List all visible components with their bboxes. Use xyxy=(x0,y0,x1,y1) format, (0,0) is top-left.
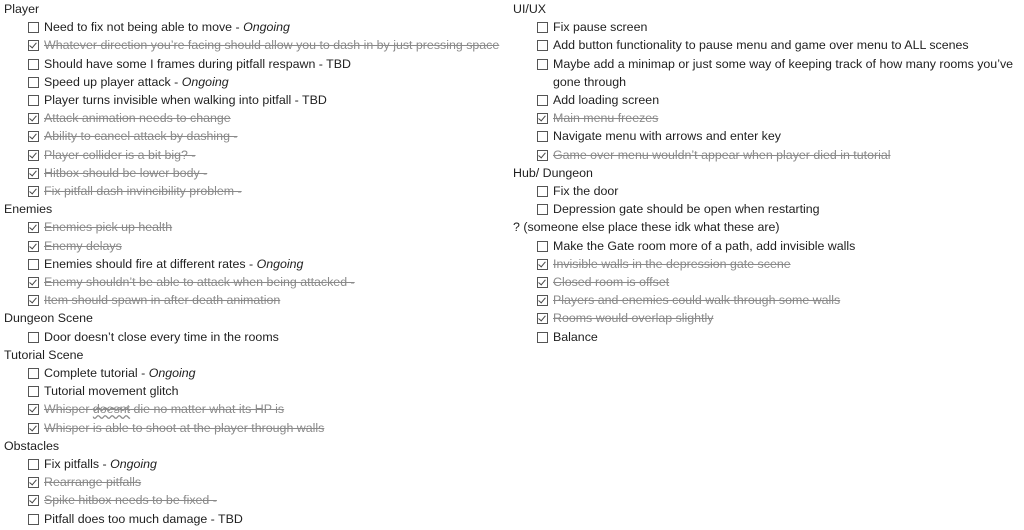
spellcheck-word: doesnt xyxy=(92,402,131,417)
checked-checkbox[interactable] xyxy=(537,150,548,161)
item-text xyxy=(44,129,238,143)
item-label: Rearrange pitfalls xyxy=(44,475,142,490)
item-text xyxy=(44,384,179,398)
unchecked-checkbox[interactable] xyxy=(28,259,39,270)
item-text xyxy=(44,457,157,471)
item-label: Enemies pick up health xyxy=(44,220,173,235)
item-label: Invisible walls in the depression gate scene xyxy=(553,256,791,271)
unchecked-checkbox[interactable] xyxy=(28,332,39,343)
item-label: Attack animation needs to change xyxy=(44,111,231,126)
todo-item xyxy=(4,218,509,236)
item-text xyxy=(553,275,669,289)
todo-item xyxy=(4,182,509,200)
item-text xyxy=(44,421,324,435)
item-text xyxy=(553,330,598,344)
item-text xyxy=(44,148,196,162)
item-label: Whisper is able to shoot at the player through walls xyxy=(44,420,325,435)
checked-checkbox[interactable] xyxy=(28,404,39,415)
checked-checkbox[interactable] xyxy=(28,186,39,197)
todo-item xyxy=(513,36,1023,54)
item-text xyxy=(44,493,217,507)
item-text xyxy=(44,330,279,344)
todo-item xyxy=(4,55,509,73)
checked-checkbox[interactable] xyxy=(28,423,39,434)
status-label: Ongoing xyxy=(256,256,304,271)
todo-item xyxy=(513,55,1023,91)
item-text xyxy=(553,148,891,162)
item-label: Spike hitbox needs to be fixed - xyxy=(44,493,217,508)
item-text xyxy=(44,366,196,380)
item-text-part: die no matter what its HP is xyxy=(130,402,285,417)
item-label: Make the Gate room more of a path, add invisible walls xyxy=(553,238,856,253)
item-text xyxy=(553,184,618,198)
status-label: Ongoing xyxy=(110,457,157,471)
item-text xyxy=(44,75,229,89)
item-label: Maybe add a minimap or just some way of keeping track of how many rooms you’ve gone through xyxy=(553,56,1014,89)
todo-item xyxy=(4,73,509,91)
todo-item xyxy=(513,328,1023,346)
todo-item xyxy=(513,91,1023,109)
item-label: Player turns invisible when walking into pitfall - TBD xyxy=(44,93,327,107)
item-text xyxy=(553,57,1013,89)
todo-item xyxy=(513,237,1023,255)
checked-checkbox[interactable] xyxy=(28,168,39,179)
section-heading-tutorial-scene: Tutorial Scene xyxy=(4,347,84,362)
todo-item xyxy=(4,291,509,309)
left-column xyxy=(4,0,509,528)
todo-item xyxy=(513,200,1023,218)
todo-item xyxy=(513,109,1023,127)
item-text xyxy=(553,293,840,307)
unchecked-checkbox[interactable] xyxy=(28,22,39,33)
unchecked-checkbox[interactable] xyxy=(28,368,39,379)
right-column xyxy=(513,0,1023,346)
unchecked-checkbox[interactable] xyxy=(537,22,548,33)
todo-item xyxy=(4,18,509,36)
item-label: Closed room is offset xyxy=(553,275,670,289)
item-text xyxy=(44,475,141,489)
todo-item xyxy=(513,255,1023,273)
item-label: Item should spawn in after death animation xyxy=(44,293,281,308)
item-label: Fix the door xyxy=(553,184,619,198)
item-text xyxy=(553,239,855,253)
item-label: Ability to cancel attack by dashing - xyxy=(44,129,238,144)
unchecked-checkbox[interactable] xyxy=(28,459,39,470)
todo-item xyxy=(4,36,509,54)
item-label: Players and enemies could walk through some walls xyxy=(553,293,841,308)
todo-item xyxy=(4,164,509,182)
todo-item xyxy=(513,18,1023,36)
checked-checkbox[interactable] xyxy=(28,295,39,306)
item-label: Should have some I frames during pitfall respawn - TBD xyxy=(44,56,351,71)
unchecked-checkbox[interactable] xyxy=(537,241,548,252)
unchecked-checkbox[interactable] xyxy=(28,77,39,88)
checked-checkbox[interactable] xyxy=(28,131,39,142)
unchecked-checkbox[interactable] xyxy=(537,186,548,197)
item-label: Door doesn’t close every time in the rooms xyxy=(44,329,279,344)
status-label: Ongoing xyxy=(243,20,290,35)
item-text xyxy=(44,257,303,271)
todo-item xyxy=(513,309,1023,327)
todo-item xyxy=(4,146,509,164)
checked-checkbox[interactable] xyxy=(28,241,39,252)
todo-item xyxy=(4,127,509,145)
item-label: Game over menu wouldn’t appear when player died in tutorial xyxy=(553,147,891,162)
todo-item xyxy=(4,237,509,255)
item-label: Pitfall does too much damage - TBD xyxy=(44,511,243,526)
unchecked-checkbox[interactable] xyxy=(28,59,39,70)
item-label: Add button functionality to pause menu and game over menu to ALL scenes xyxy=(553,38,969,53)
unchecked-checkbox[interactable] xyxy=(537,59,548,70)
status-label: Ongoing xyxy=(181,74,229,89)
item-label: Fix pitfalls - xyxy=(44,457,111,471)
item-text-part: Whisper xyxy=(44,402,93,417)
item-label: Enemies should fire at different rates - xyxy=(44,256,257,271)
item-label: Add loading screen xyxy=(553,93,660,107)
item-text xyxy=(44,111,231,125)
item-text xyxy=(553,202,820,216)
todo-item xyxy=(513,182,1023,200)
section-heading-hub-dungeon: Hub/ Dungeon xyxy=(513,165,593,180)
todo-item xyxy=(4,382,509,400)
item-text xyxy=(44,93,327,107)
item-text xyxy=(44,293,280,307)
checked-checkbox[interactable] xyxy=(537,277,548,288)
checked-checkbox[interactable] xyxy=(537,259,548,270)
checked-checkbox[interactable] xyxy=(28,40,39,51)
item-label: Navigate menu with arrows and enter key xyxy=(553,129,781,144)
unchecked-checkbox[interactable] xyxy=(28,514,39,525)
item-text xyxy=(553,111,658,125)
section-heading-player: Player xyxy=(4,2,40,16)
unchecked-checkbox[interactable] xyxy=(537,332,548,343)
section-heading-enemies: Enemies xyxy=(4,202,53,217)
item-label: Speed up player attack - xyxy=(44,74,182,89)
checked-checkbox[interactable] xyxy=(537,313,548,324)
checked-checkbox[interactable] xyxy=(28,222,39,233)
item-label: Rooms would overlap slightly xyxy=(553,311,714,326)
todo-item xyxy=(4,273,509,291)
item-text xyxy=(553,257,791,271)
unchecked-checkbox[interactable] xyxy=(537,204,548,215)
item-text xyxy=(44,20,290,34)
unchecked-checkbox[interactable] xyxy=(28,95,39,106)
todo-item xyxy=(4,255,509,273)
unchecked-checkbox[interactable] xyxy=(537,95,548,106)
checked-checkbox[interactable] xyxy=(28,477,39,488)
checked-checkbox[interactable] xyxy=(537,113,548,124)
item-label: Main menu freezes xyxy=(553,111,659,126)
item-text xyxy=(44,239,122,253)
todo-item xyxy=(4,419,509,437)
todo-item xyxy=(513,146,1023,164)
checked-checkbox[interactable] xyxy=(537,295,548,306)
todo-item xyxy=(513,273,1023,291)
item-text xyxy=(44,512,243,526)
item-label: Enemy shouldn’t be able to attack when being attacked - xyxy=(44,275,355,290)
item-text xyxy=(44,184,242,198)
item-label: Fix pitfall dash invincibility problem - xyxy=(44,184,242,199)
todo-item xyxy=(4,473,509,491)
section-heading-dungeon-scene: Dungeon Scene xyxy=(4,311,93,326)
checked-checkbox[interactable] xyxy=(28,495,39,506)
todo-item xyxy=(4,491,509,509)
item-label: Depression gate should be open when restarting xyxy=(553,202,820,217)
item-label: Enemy delays xyxy=(44,238,122,253)
todo-item xyxy=(513,291,1023,309)
todo-item xyxy=(4,91,509,109)
todo-item xyxy=(4,328,509,346)
item-text xyxy=(44,220,172,234)
todo-item xyxy=(4,455,509,473)
todo-item xyxy=(4,364,509,382)
item-label: Whatever direction you’re facing should allow you to dash in by just pressing space xyxy=(44,38,500,53)
status-label: Ongoing xyxy=(148,366,196,380)
checked-checkbox[interactable] xyxy=(28,277,39,288)
section-heading-obstacles: Obstacles xyxy=(4,438,60,453)
section-heading-someone-else-place-these-idk-what-these-are: ? (someone else place these idk what these are) xyxy=(513,220,780,235)
item-text xyxy=(553,20,647,34)
todo-item xyxy=(4,109,509,127)
unchecked-checkbox[interactable] xyxy=(28,386,39,397)
checked-checkbox[interactable] xyxy=(28,150,39,161)
unchecked-checkbox[interactable] xyxy=(537,40,548,51)
item-text xyxy=(553,38,969,52)
item-label: Fix pause screen xyxy=(553,20,648,35)
item-label: Need to fix not being able to move - xyxy=(44,20,244,35)
item-label: Balance xyxy=(553,329,598,344)
todo-item xyxy=(513,127,1023,145)
unchecked-checkbox[interactable] xyxy=(537,131,548,142)
item-text xyxy=(44,275,355,289)
item-text xyxy=(553,311,713,325)
item-label: Player collider is a bit big? - xyxy=(44,147,196,162)
todo-item xyxy=(4,400,509,418)
item-label: Hitbox should be lower body - xyxy=(44,165,208,180)
item-text xyxy=(44,402,284,416)
item-text xyxy=(44,166,207,180)
item-label: Complete tutorial - xyxy=(44,366,149,380)
item-text xyxy=(44,38,499,52)
item-text xyxy=(44,57,351,71)
section-heading-ui-ux: UI/UX xyxy=(513,2,547,16)
todo-item xyxy=(4,510,509,528)
item-label: Tutorial movement glitch xyxy=(44,384,179,399)
item-text xyxy=(553,93,659,107)
checked-checkbox[interactable] xyxy=(28,113,39,124)
item-text xyxy=(553,129,781,143)
